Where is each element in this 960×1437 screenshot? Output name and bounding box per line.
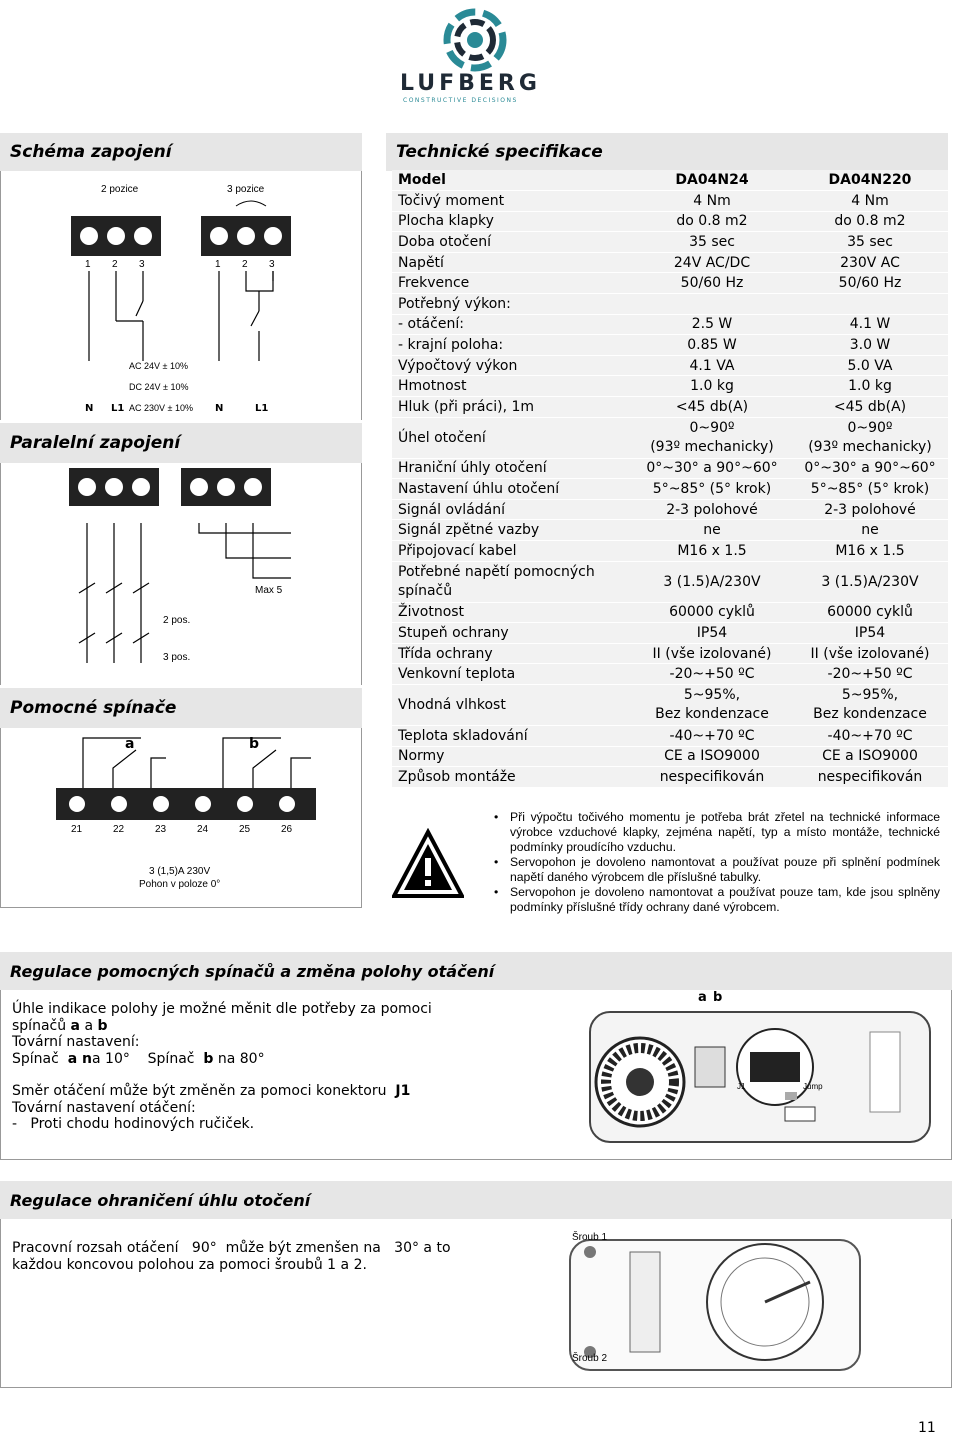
aux-title: Pomocné spínače — [0, 688, 362, 728]
fig-b-label: b — [713, 990, 723, 1005]
aux-rating: 3 (1,5)A 230V — [149, 866, 211, 877]
fig-jump-label: Jump — [803, 1082, 823, 1091]
spec-value-cell: 3 (1.5)A/230V — [632, 561, 792, 602]
n-label-a: N — [85, 403, 94, 414]
spec-label-cell: Napětí — [392, 252, 632, 273]
aux-t25: 25 — [239, 824, 251, 835]
aux-reg-line4e: na 80° — [213, 1050, 265, 1067]
page-number: 11 — [918, 1420, 936, 1436]
spec-label-cell: Výpočtový výkon — [392, 355, 632, 376]
spec-label-cell: Třída ochrany — [392, 643, 632, 664]
spec-value-cell: 1.0 kg — [632, 376, 792, 397]
spec-label-cell: Úhel otočení — [392, 417, 632, 458]
aux-t24: 24 — [197, 824, 209, 835]
spec-value-cell: CE a ISO9000 — [792, 746, 948, 767]
spec-value-cell: 5°~85° (5° krok) — [792, 479, 948, 500]
spec-value-cell: 3.0 W — [792, 335, 948, 356]
parallel-diagram — [0, 463, 362, 685]
spec-value-cell: <45 db(A) — [792, 397, 948, 418]
terminal-2a: 2 — [112, 259, 118, 270]
spec-row — [392, 397, 948, 418]
spec-row — [392, 273, 948, 294]
spec-value-cell: 60000 cyklů — [632, 602, 792, 623]
spec-label-cell: Točivý moment — [392, 191, 632, 212]
pos2-label: 2 pozice — [101, 184, 139, 195]
spec-value-cell: -20~+50 ºC — [632, 664, 792, 685]
spec-label-cell: Hraniční úhly otočení — [392, 458, 632, 479]
spec-row — [392, 232, 948, 253]
aux-reg-line4a: Spínač — [12, 1050, 68, 1067]
spec-value-cell: II (vše izolované) — [632, 643, 792, 664]
aux-diagram — [0, 728, 362, 908]
spec-value-cell — [792, 294, 948, 315]
ac230-label: AC 230V ± 10% — [129, 403, 193, 413]
spec-value-cell: 230V AC — [792, 252, 948, 273]
spec-row — [392, 479, 948, 500]
spec-value-cell: 35 sec — [632, 232, 792, 253]
spec-row — [392, 623, 948, 644]
spec-label-cell: Frekvence — [392, 273, 632, 294]
spec-value-cell: 5.0 VA — [792, 355, 948, 376]
aux-reg-line2c: a — [80, 1017, 98, 1034]
aux-reg-line1: Úhle indikace polohy je možné měnit dle potřeby za pomoci — [12, 1001, 432, 1017]
spec-value-cell: 4.1 VA — [632, 355, 792, 376]
spec-value-cell: 0~90º (93º mechanicky) — [632, 417, 792, 458]
spec-value-cell: 35 sec — [792, 232, 948, 253]
aux-reg-line6: Tovární nastavení otáčení: — [12, 1099, 196, 1116]
aux-reg-title: Regulace pomocných spínačů a změna polohy otáčení — [0, 952, 952, 990]
spec-row — [392, 725, 948, 746]
aux-t21: 21 — [71, 824, 83, 835]
spec-value-cell: DA04N220 — [792, 170, 948, 191]
angle-text: Pracovní rozsah otáčení 90° může být zmenšen na 30° a to každou koncovou polohou za pomoci šroubů 1 a 2. — [12, 1240, 455, 1273]
aux-reg-line2 — [12, 1018, 472, 1035]
spec-table — [392, 170, 948, 788]
spec-value-cell: IP54 — [632, 623, 792, 644]
spec-row — [392, 252, 948, 273]
wiring-title: Schéma zapojení — [0, 133, 362, 171]
terminal-3b: 3 — [269, 259, 275, 270]
l1-label-a: L1 — [111, 403, 125, 414]
spec-value-cell: 3 (1.5)A/230V — [792, 561, 948, 602]
spec-row — [392, 602, 948, 623]
spec-value-cell: DA04N24 — [632, 170, 792, 191]
spec-value-cell: 50/60 Hz — [632, 273, 792, 294]
spec-value-cell: -40~+70 ºC — [632, 725, 792, 746]
aux-reg-line5a: Směr otáčení může být změněn za pomoci konektoru — [12, 1083, 396, 1099]
spec-label-cell: Stupeň ochrany — [392, 623, 632, 644]
spec-value-cell: M16 x 1.5 — [632, 541, 792, 562]
spec-label-cell: Plocha klapky — [392, 211, 632, 232]
spec-value-cell: -40~+70 ºC — [792, 725, 948, 746]
spec-label-cell: - otáčení: — [392, 314, 632, 335]
spec-row — [392, 499, 948, 520]
spec-label-cell: Životnost — [392, 602, 632, 623]
spec-row — [392, 211, 948, 232]
logo-name: LUFBERG — [400, 71, 541, 96]
aux-reg-line4b: a n — [67, 1050, 93, 1067]
actuator-photo-top — [585, 992, 935, 1152]
aux-reg-text — [12, 1001, 472, 1133]
spec-label-cell: Model — [392, 170, 632, 191]
aux-reg-line2a: spínačů — [12, 1017, 71, 1034]
spec-label-cell: Připojovací kabel — [392, 541, 632, 562]
spec-value-cell: ne — [632, 520, 792, 541]
spec-value-cell: 5~95%, Bez kondenzace — [792, 684, 948, 725]
aux-reg-line3: Tovární nastavení: — [12, 1034, 140, 1050]
spec-label-cell: Způsob montáže — [392, 767, 632, 788]
spec-row — [392, 294, 948, 315]
spec-label-cell: Signál zpětné vazby — [392, 520, 632, 541]
aux-reg-line5b: J1 — [395, 1083, 411, 1099]
aux-reg-line4c: a 10° Spínač — [92, 1050, 204, 1067]
spec-label-cell: Potřebný výkon: — [392, 294, 632, 315]
aux-reg-line2b: a — [70, 1017, 80, 1034]
spec-row — [392, 767, 948, 788]
angle-title: Regulace ohraničení úhlu otočení — [0, 1181, 952, 1219]
aux-reg-line5 — [12, 1083, 472, 1100]
spec-value-cell: 0~90º (93º mechanicky) — [792, 417, 948, 458]
fig-a-label: a — [698, 990, 707, 1005]
spec-value-cell: 4.1 W — [792, 314, 948, 335]
spec-row — [392, 314, 948, 335]
spec-label-cell: Potřebné napětí pomocných spínačů — [392, 561, 632, 602]
spec-value-cell: 50/60 Hz — [792, 273, 948, 294]
aux-t23: 23 — [155, 824, 167, 835]
aux-reg-line7: - Proti chodu hodinových ručiček. — [12, 1116, 255, 1132]
warning-item: • Při výpočtu točivého momentu je potřeba brát zřetel na technické informace výrobce vzduchové klapky, zejména napětí, typ a místo montáže, technické podmínky proudícího vzduchu. — [492, 810, 940, 855]
terminal-1b: 1 — [215, 259, 221, 270]
spec-value-cell: 24V AC/DC — [632, 252, 792, 273]
terminal-1a: 1 — [85, 259, 91, 270]
spec-value-cell: -20~+50 ºC — [792, 664, 948, 685]
aux-b-label: b — [249, 736, 260, 752]
spec-row — [392, 643, 948, 664]
spec-value-cell: <45 db(A) — [632, 397, 792, 418]
logo — [395, 5, 565, 105]
spec-value-cell: IP54 — [792, 623, 948, 644]
actuator-photo-bottom — [560, 1222, 870, 1382]
screw2-label: Šroub 2 — [572, 1353, 608, 1364]
aux-t22: 22 — [113, 824, 125, 835]
spec-row — [392, 541, 948, 562]
terminal-2b: 2 — [242, 259, 248, 270]
aux-reg-line4d: b — [203, 1050, 214, 1067]
spec-value-cell: 5°~85° (5° krok) — [632, 479, 792, 500]
l1-label-b: L1 — [255, 403, 269, 414]
spec-label-cell: Doba otočení — [392, 232, 632, 253]
spec-row — [392, 684, 948, 725]
spec-value-cell: 5~95%, Bez kondenzace — [632, 684, 792, 725]
warning-triangle-icon — [392, 828, 464, 900]
spec-header-row — [392, 170, 948, 191]
aux-t26: 26 — [281, 824, 293, 835]
spec-label-cell: Nastavení úhlu otočení — [392, 479, 632, 500]
fig-j1-label: J1 — [737, 1082, 746, 1091]
spec-value-cell — [632, 294, 792, 315]
n-label-b: N — [215, 403, 224, 414]
spec-value-cell: do 0.8 m2 — [792, 211, 948, 232]
wiring-diagram — [0, 171, 362, 420]
spec-label-cell: - krajní poloha: — [392, 335, 632, 356]
spec-value-cell: 60000 cyklů — [792, 602, 948, 623]
spec-row — [392, 355, 948, 376]
pos3-label: 3 pozice — [227, 184, 265, 195]
warning-item: • Servopohon je dovoleno namontovat a používat pouze při splnění podmínek napětí daného výrobcem dle příslušné tabulky. — [492, 855, 940, 885]
spec-label-cell: Normy — [392, 746, 632, 767]
spec-value-cell: M16 x 1.5 — [792, 541, 948, 562]
spec-value-cell: 2-3 polohové — [792, 499, 948, 520]
ac24-label: AC 24V ± 10% — [129, 361, 188, 371]
aux-reg-line4 — [12, 1051, 472, 1068]
spec-label-cell: Venkovní teplota — [392, 664, 632, 685]
spec-value-cell: 4 Nm — [792, 191, 948, 212]
spec-row — [392, 458, 948, 479]
spec-label-cell: Hmotnost — [392, 376, 632, 397]
logo-tagline: CONSTRUCTIVE DECISIONS — [403, 97, 518, 104]
spec-value-cell: do 0.8 m2 — [632, 211, 792, 232]
spec-value-cell: CE a ISO9000 — [632, 746, 792, 767]
spec-value-cell: II (vše izolované) — [792, 643, 948, 664]
warning-list — [492, 810, 940, 915]
spec-row — [392, 191, 948, 212]
pos3-short-label: 3 pos. — [163, 652, 191, 663]
spec-value-cell: 2-3 polohové — [632, 499, 792, 520]
spec-value-cell: 0.85 W — [632, 335, 792, 356]
max5-label: Max 5 — [255, 585, 283, 596]
warning-item: • Servopohon je dovoleno namontovat a používat pouze tam, kde jsou splněny podmínky příslušné třídy ochrany dané výrobcem. — [492, 885, 940, 915]
dc24-label: DC 24V ± 10% — [129, 382, 189, 392]
terminal-3a: 3 — [139, 259, 145, 270]
spec-value-cell: nespecifikován — [792, 767, 948, 788]
spec-label-cell: Signál ovládání — [392, 499, 632, 520]
spec-value-cell: ne — [792, 520, 948, 541]
spec-value-cell: 0°~30° a 90°~60° — [792, 458, 948, 479]
spec-row — [392, 376, 948, 397]
spec-label-cell: Teplota skladování — [392, 725, 632, 746]
spec-row — [392, 746, 948, 767]
spec-label-cell: Vhodná vlhkost — [392, 684, 632, 725]
spec-label-cell: Hluk (při práci), 1m — [392, 397, 632, 418]
aux-a-label: a — [125, 736, 135, 752]
aux-position: Pohon v poloze 0° — [139, 879, 221, 890]
spec-row — [392, 417, 948, 458]
spec-row — [392, 664, 948, 685]
spec-value-cell: nespecifikován — [632, 767, 792, 788]
aux-reg-line2d: b — [97, 1017, 108, 1034]
spec-row — [392, 335, 948, 356]
spec-row — [392, 520, 948, 541]
spec-value-cell: 1.0 kg — [792, 376, 948, 397]
parallel-title: Paralelní zapojení — [0, 423, 362, 463]
pos2-short-label: 2 pos. — [163, 615, 191, 626]
spec-value-cell: 4 Nm — [632, 191, 792, 212]
spec-value-cell: 0°~30° a 90°~60° — [632, 458, 792, 479]
spec-row — [392, 561, 948, 602]
screw1-label: Šroub 1 — [572, 1232, 608, 1243]
specs-title: Technické specifikace — [386, 133, 948, 171]
spec-value-cell: 2.5 W — [632, 314, 792, 335]
